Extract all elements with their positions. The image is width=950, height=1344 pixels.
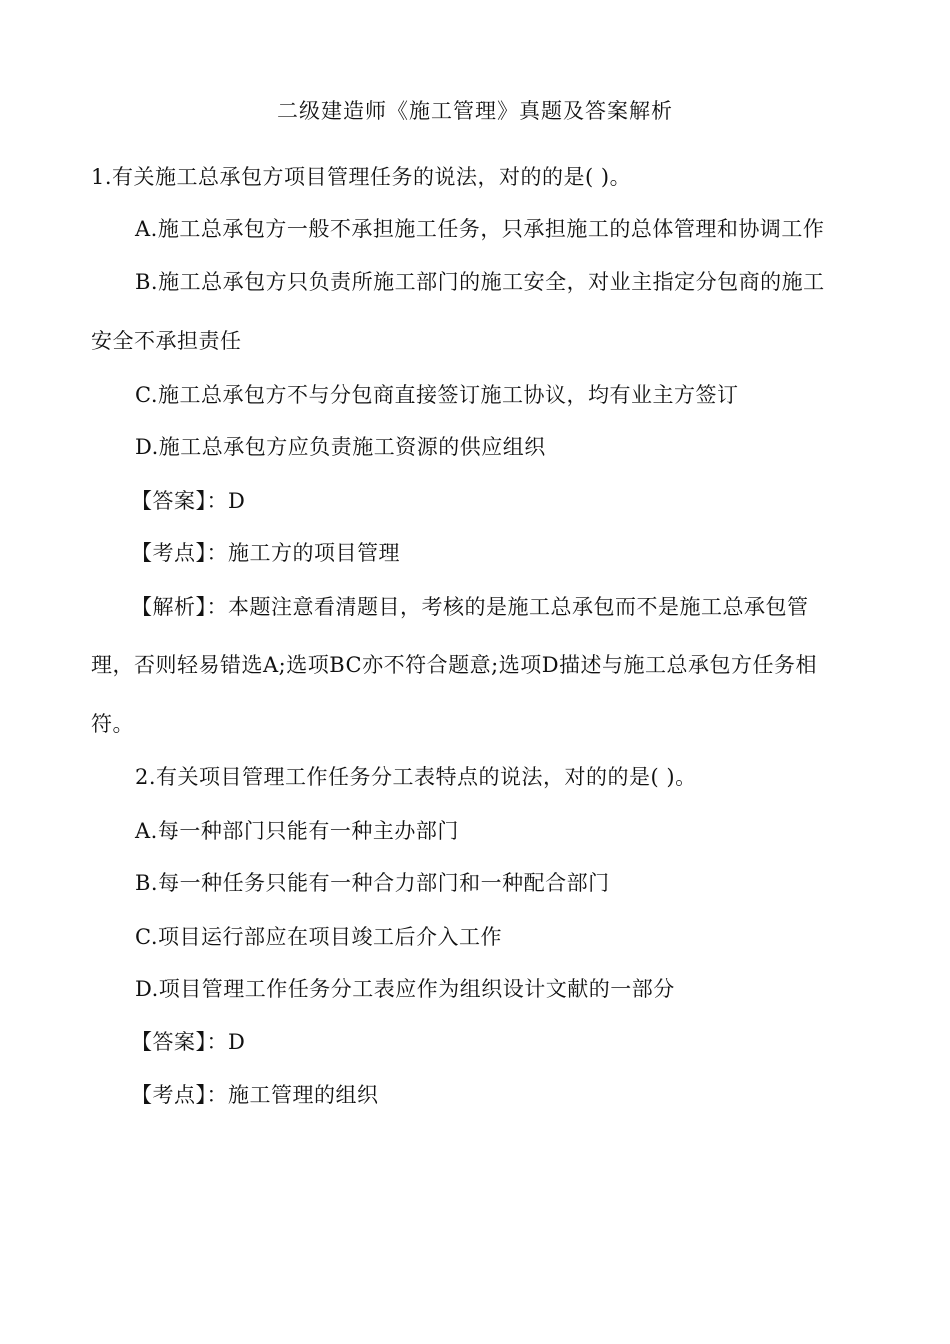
q1-answer: 【答案】：D (131, 489, 246, 513)
q1-analysis-line3: 符。 (91, 712, 134, 736)
q1-analysis-line2: 理，否则轻易错选A;选项BC亦不符合题意;选项D描述与施工总承包方任务相 (91, 653, 818, 677)
q2-answer: 【答案】：D (131, 1030, 246, 1054)
q1-option-b-line2: 安全不承担责任 (91, 329, 242, 353)
q1-option-b-line1: B.施工总承包方只负责所施工部门的施工安全，对业主指定分包商的施工 (135, 270, 825, 294)
q1-option-d: D.施工总承包方应负责施工资源的供应组织 (135, 435, 546, 459)
q2-stem: 2.有关项目管理工作任务分工表特点的说法，对的的是( )。 (135, 765, 697, 789)
q2-option-a: A.每一种部门只能有一种主办部门 (135, 819, 459, 843)
q2-option-d: D.项目管理工作任务分工表应作为组织设计文献的一部分 (135, 977, 675, 1001)
q1-point: 【考点】：施工方的项目管理 (131, 541, 400, 565)
q1-stem: 1.有关施工总承包方项目管理任务的说法，对的的是( )。 (91, 165, 632, 189)
q1-option-a: A.施工总承包方一般不承担施工任务，只承担施工的总体管理和协调工作 (135, 217, 825, 241)
q2-option-c: C.项目运行部应在项目竣工后介入工作 (135, 925, 502, 949)
q1-option-c: C.施工总承包方不与分包商直接签订施工协议，均有业主方签订 (135, 383, 739, 407)
q2-option-b: B.每一种任务只能有一种合力部门和一种配合部门 (135, 871, 610, 895)
document-title: 二级建造师《施工管理》真题及答案解析 (277, 99, 673, 123)
q1-analysis-line1: 【解析】：本题注意看清题目，考核的是施工总承包而不是施工总承包管 (131, 595, 809, 619)
q2-point: 【考点】：施工管理的组织 (131, 1083, 379, 1107)
